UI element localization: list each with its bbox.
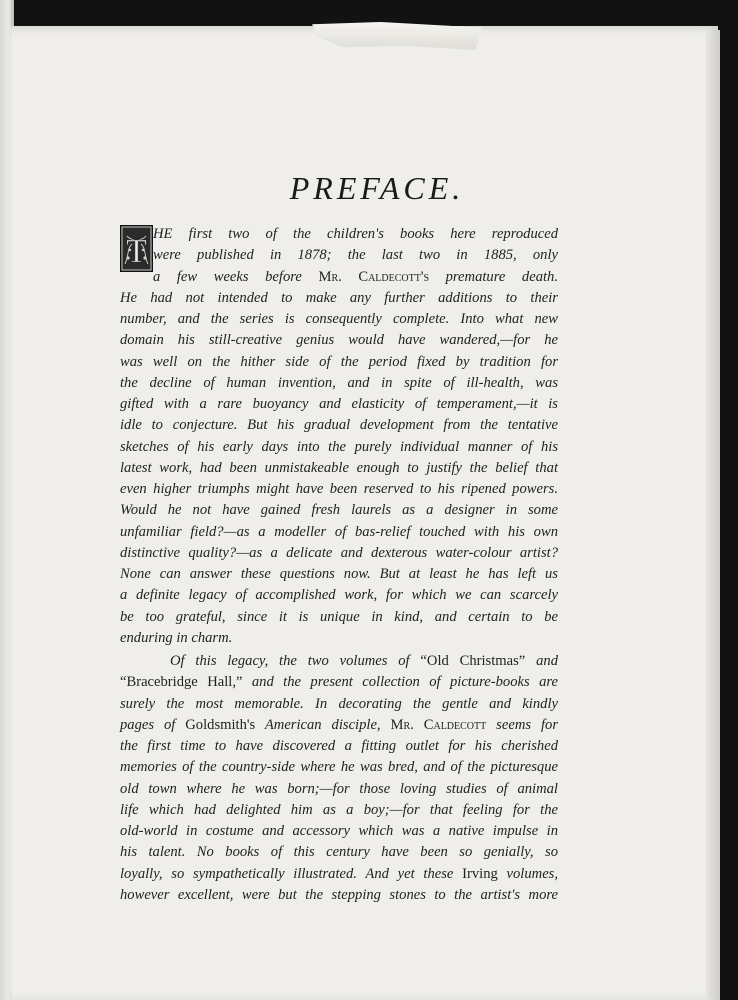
text-line: domain his still-creative genius would have wandered,—for he	[120, 332, 558, 349]
text-line: a definite legacy of accomplished work, for which we can scarcely	[120, 587, 558, 604]
text-line: None can answer these questions now. But at least he has left us	[120, 566, 558, 582]
text-line: be too grateful, since it is unique in kind, and certain to be	[120, 608, 558, 625]
preface-body	[120, 224, 558, 906]
text-line: distinctive quality?—as a delicate and dexterous water-colour artist?	[120, 544, 558, 561]
text-line: life which had delighted him as a boy;—for that feeling for the	[120, 801, 558, 818]
text-line: surely the most memorable. In decorating the gentle and kindly	[120, 695, 558, 712]
text-line: the first time to have discovered a fitting outlet for his cherished	[120, 738, 558, 754]
text-line: even higher triumphs might have been reserved to his ripened powers.	[120, 481, 558, 497]
text-line: He had not intended to make any further additions to their	[120, 289, 558, 306]
text-line: old-world in costume and accessory which was a native impulse in	[120, 823, 558, 839]
text-line: unfamiliar field?—as a modeller of bas-relief touched with his own	[120, 523, 558, 540]
text-line: however excellent, were but the stepping stones to the artist's more	[120, 886, 558, 903]
text-line: the decline of human invention, and in spite of ill-health, was	[120, 374, 558, 391]
text-line: memories of the country-side where he was bred, and of the picturesque	[120, 759, 558, 776]
text-line: gifted with a rare buoyancy and elasticity of temperament,—it is	[120, 396, 558, 412]
text-line: Of this legacy, the two volumes of “Old Christmas” and	[170, 653, 558, 669]
text-line: enduring in charm.	[120, 629, 233, 646]
text-line: number, and the series is consequently complete. Into what new	[120, 311, 558, 327]
text-line: his talent. No books of this century have been so genially, so	[120, 844, 558, 861]
text-line: was well on the hither side of the period fixed by tradition for	[120, 353, 558, 370]
page-title: PREFACE.	[289, 170, 465, 206]
text-line: old town where he was born;—for those loving studies of animal	[120, 780, 558, 797]
dropcap-letter: T	[126, 233, 147, 270]
text-line: latest work, had been unmistakeable enough to justify the belief that	[120, 459, 558, 476]
text-line: sketches of his early days into the purely individual manner of his	[120, 438, 558, 455]
text-line: “Bracebridge Hall,” and the present collection of picture-books are	[120, 674, 558, 691]
text-line: Would he not have gained fresh laurels as a designer in some	[120, 502, 558, 519]
text-line: a few weeks before Mr. Caldecott's premature death.	[153, 268, 558, 285]
text-line: pages of Goldsmith's American disciple, Mr. Caldecott seems for	[120, 716, 558, 733]
text-line: idle to conjecture. But his gradual development from the tentative	[120, 417, 558, 434]
text-line: loyally, so sympathetically illustrated. And yet these Irving volumes,	[120, 865, 558, 882]
text-line: HE first two of the children's books here reproduced	[153, 226, 558, 242]
text-line: were published in 1878; the last two in 1885, only	[153, 247, 558, 264]
